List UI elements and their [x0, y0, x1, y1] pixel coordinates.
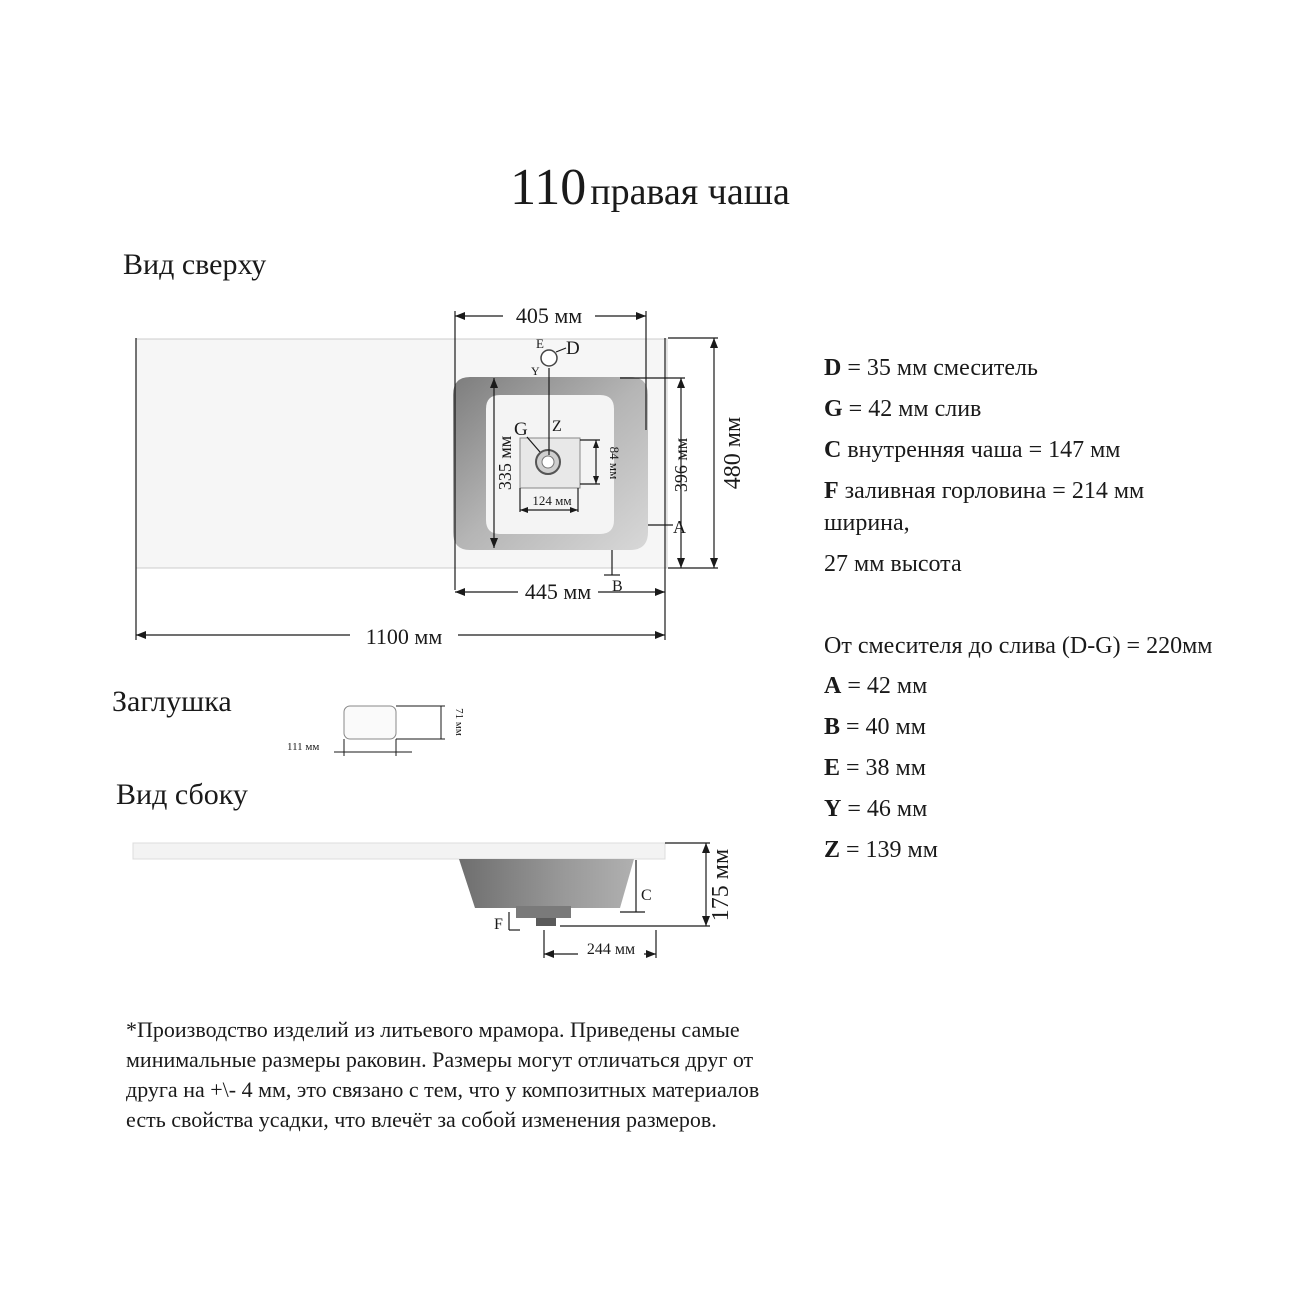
spec-a: A = 42 мм — [824, 673, 928, 699]
marker-f: F — [494, 916, 503, 933]
marker-b: B — [612, 578, 623, 595]
spec-f-width: ширина, — [824, 510, 910, 536]
spec-y: Y = 46 мм — [824, 796, 928, 822]
dim-84: 84 мм — [607, 446, 622, 480]
spec-e: E = 38 мм — [824, 755, 926, 781]
marker-g: G — [514, 419, 528, 440]
plug-dim-71: 71 мм — [453, 708, 465, 736]
dim-445: 445 мм — [524, 579, 592, 604]
title-number: 110 — [510, 159, 587, 216]
plug-view — [287, 706, 465, 756]
dim-405: 405 мм — [515, 303, 583, 328]
spec-b: B = 40 мм — [824, 714, 926, 740]
drain-neck — [516, 906, 571, 918]
countertop-side — [133, 843, 665, 859]
spec-z: Z = 139 мм — [824, 837, 938, 863]
drain-tail — [536, 918, 556, 926]
side-dim-175: 175 мм — [708, 848, 734, 922]
plug-shape — [344, 706, 396, 739]
marker-a: A — [673, 517, 686, 537]
footnote: *Производство изделий из литьевого мрамора. Приведены самые минимальные размеры раковин. Размеры могут отличаться друг от друга на +\- 4 мм, это связано с тем, что у композитных материалов есть свойства усадки, что влечёт за собой изменения размеров. — [126, 1017, 760, 1132]
side-dim-244: 244 мм — [586, 941, 636, 958]
marker-z: Z — [552, 418, 562, 435]
spec-c: C внутренняя чаша = 147 мм — [824, 437, 1121, 463]
side-view — [133, 843, 734, 959]
plug-dim-111: 111 мм — [287, 741, 320, 753]
spec-g: G = 42 мм слив — [824, 396, 982, 422]
dim-1100: 1100 мм — [365, 624, 443, 649]
dim-124: 124 мм — [532, 493, 572, 508]
bowl-side — [459, 859, 634, 908]
dim-480: 480 мм — [720, 416, 746, 490]
top-view-label: Вид сверху — [123, 248, 267, 281]
spec-f: F заливная горловина = 214 мм — [824, 478, 1145, 504]
plug-label: Заглушка — [112, 685, 232, 718]
spec-dg: От смесителя до слива (D-G) = 220мм — [824, 633, 1213, 659]
marker-e: E — [536, 336, 544, 351]
title-text: правая чаша — [590, 171, 790, 213]
side-view-label: Вид сбоку — [116, 778, 248, 811]
dim-335: 335 мм — [495, 435, 515, 491]
spec-f-height: 27 мм высота — [824, 551, 962, 577]
drain-hole — [542, 456, 554, 468]
faucet-hole — [541, 350, 557, 366]
marker-d: D — [566, 338, 580, 359]
top-view — [136, 300, 746, 650]
marker-c: C — [641, 887, 652, 904]
spec-d: D = 35 мм смеситель — [824, 355, 1038, 381]
dim-396: 396 мм — [671, 437, 691, 493]
marker-y: Y — [531, 364, 540, 378]
